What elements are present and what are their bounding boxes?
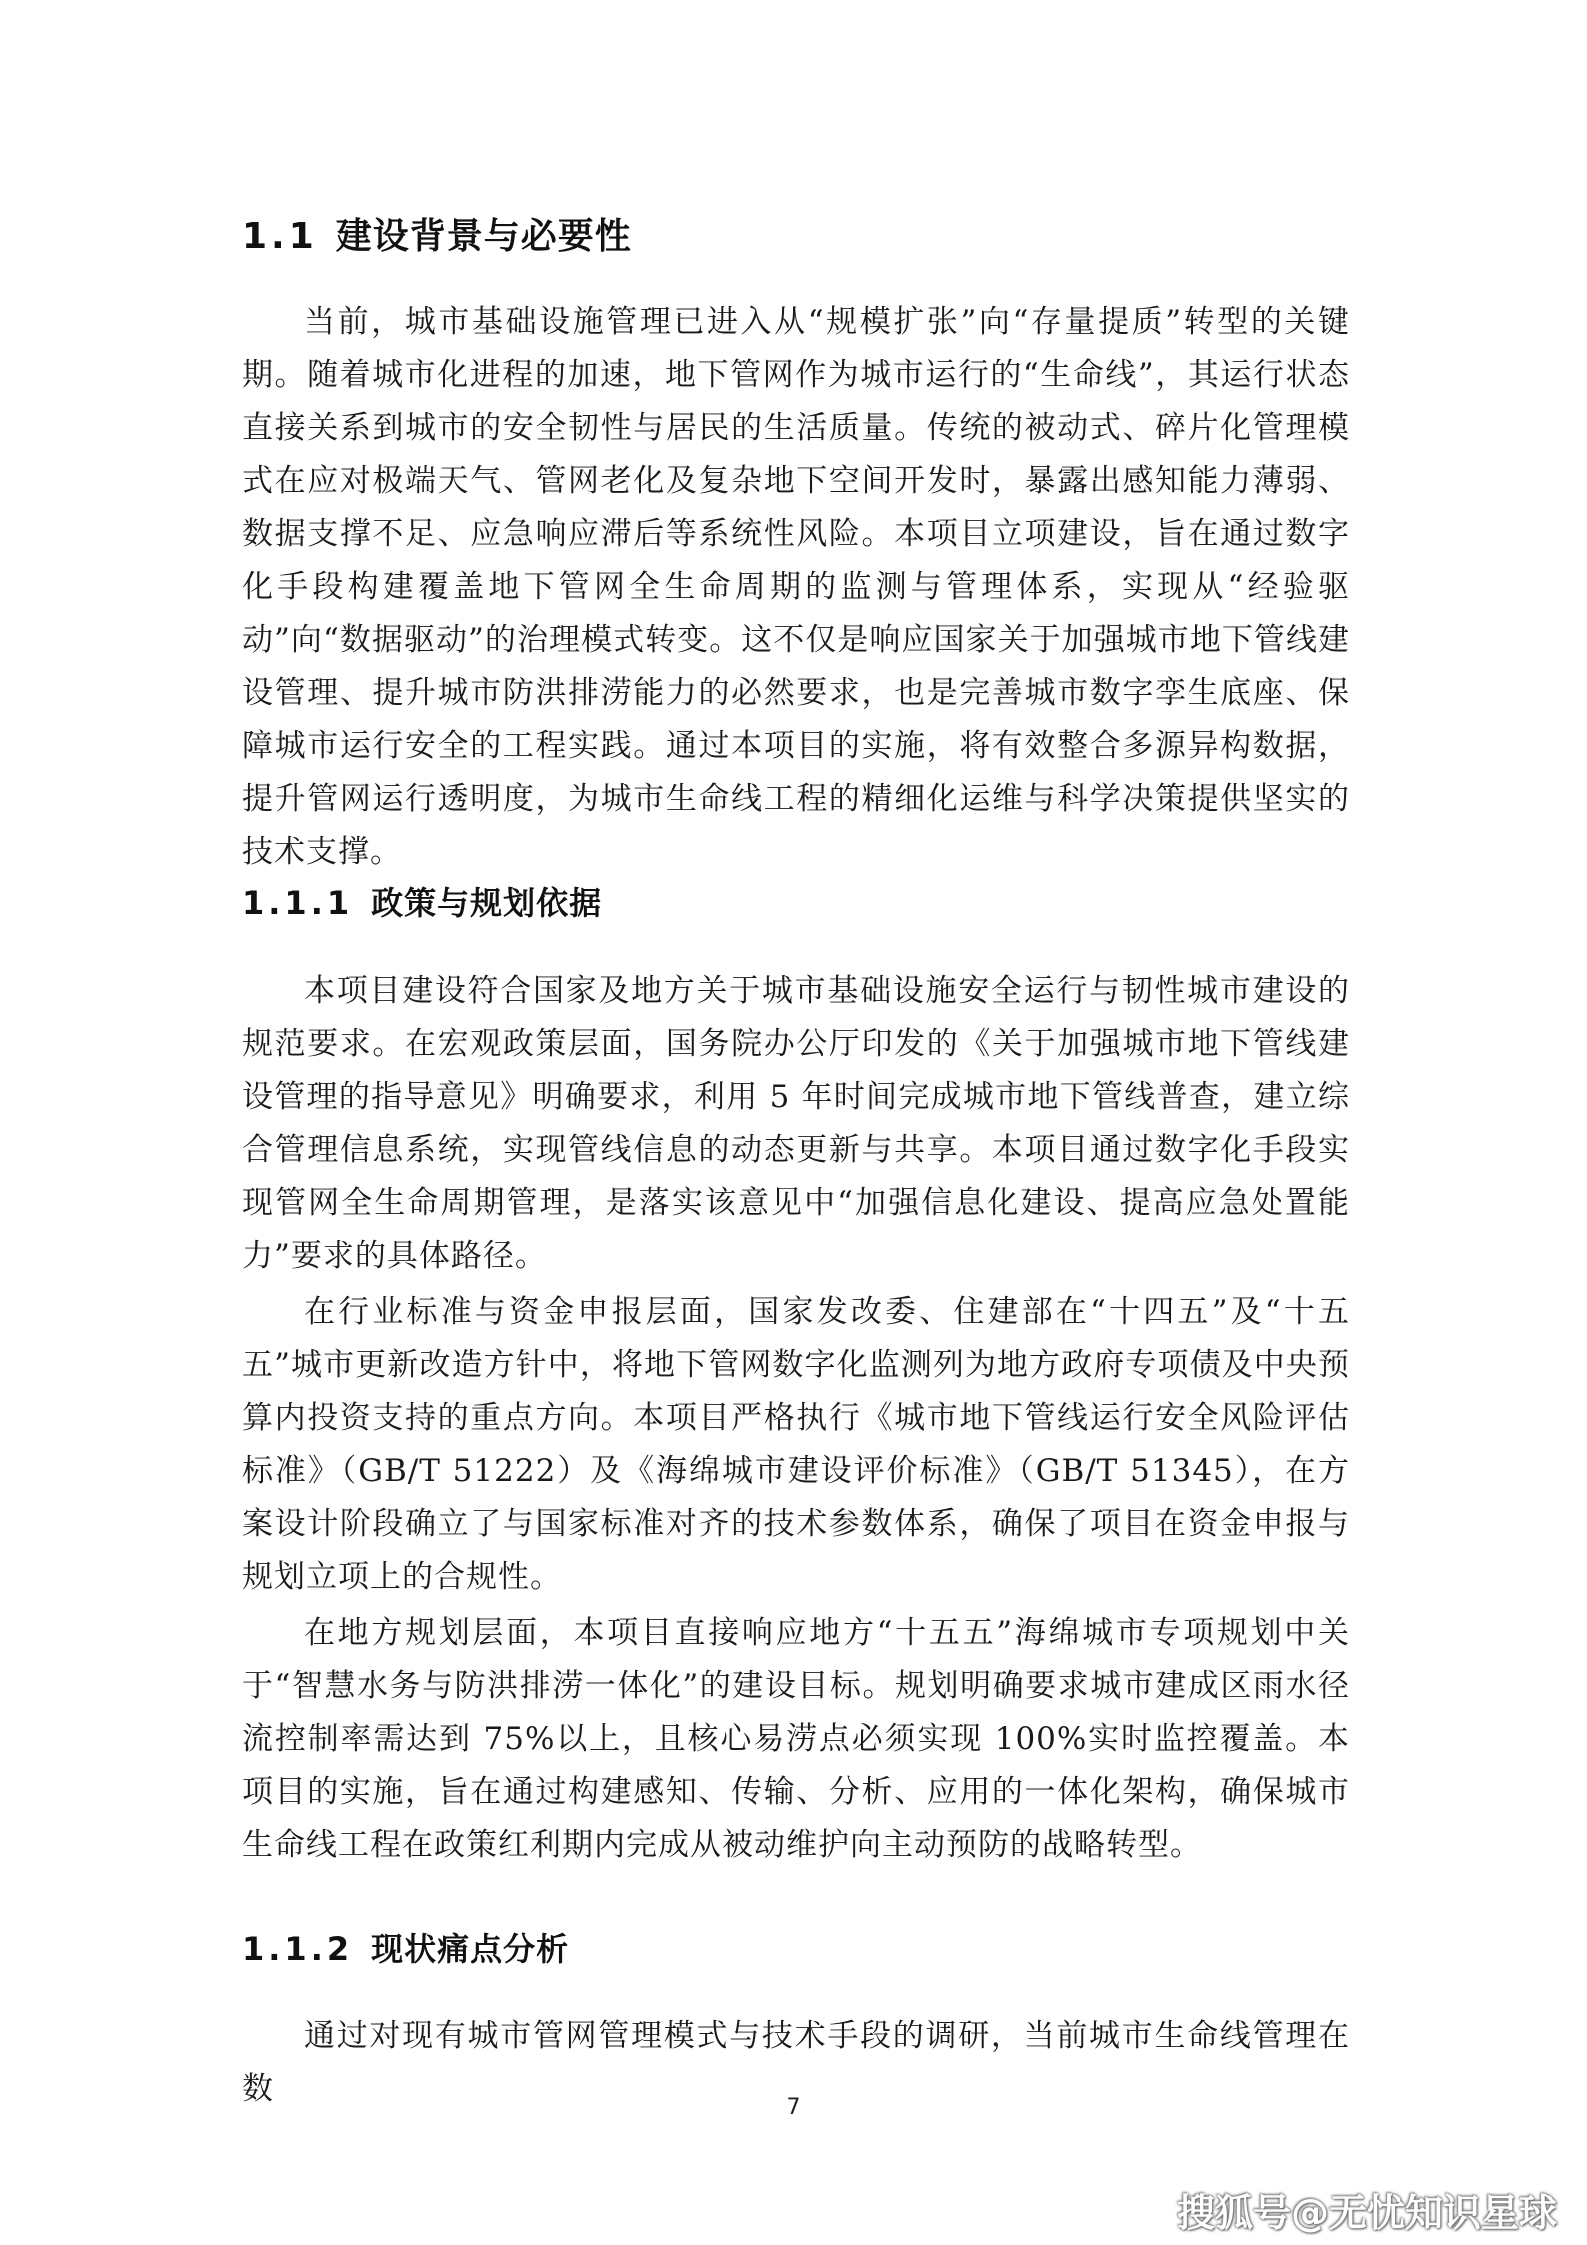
section-number: 1.1.2 <box>242 1930 354 1968</box>
section-title: 政策与规划依据 <box>371 884 603 922</box>
pain-points-paragraph: 通过对现有城市管网管理模式与技术手段的调研，当前城市生命线管理在数 <box>242 2018 1350 2107</box>
page-number: 7 <box>786 2095 801 2120</box>
section-number: 1.1 <box>242 216 318 257</box>
section-title: 建设背景与必要性 <box>335 216 632 257</box>
policy-paragraph-standards: 在行业标准与资金申报层面，国家发改委、住建部在“十四五”及“十五五”城市更新改造方针中，将地下管网数字化监测列为地方政府专项债及中央预算内投资支持的重点方向。本项目严格执行《城市地下管线运行安全风险评估标准》（GB/T 51222）及《海绵城市建设评价标准》（GB/T 51345），在方案设计阶段确立了与国家标准对齐的技术参数体系，确保了项目在资金申报与规划立项上的合规性。 <box>242 1294 1350 1595</box>
section-number: 1.1.1 <box>242 884 354 922</box>
policy-paragraph-national: 本项目建设符合国家及地方关于城市基础设施安全运行与韧性城市建设的规范要求。在宏观政策层面，国务院办公厅印发的《关于加强城市地下管线建设管理的指导意见》明确要求，利用 5 年时间完成城市地下管线普查，建立综合管理信息系统，实现管线信息的动态更新与共享。本项目通过数字化手段实现管网全生命周期管理，是落实该意见中“加强信息化建设、提高应急处置能力”要求的具体路径。 <box>242 973 1350 1274</box>
section-title: 现状痛点分析 <box>371 1930 570 1968</box>
policy-paragraph-local: 在地方规划层面，本项目直接响应地方“十五五”海绵城市专项规划中关于“智慧水务与防洪排涝一体化”的建设目标。规划明确要求城市建成区雨水径流控制率需达到 75%以上，且核心易涝点必须实现 100%实时监控覆盖。本项目的实施，旨在通过构建感知、传输、分析、应用的一体化架构，确保城市生命线工程在政策红利期内完成从被动维护向主动预防的战略转型。 <box>242 1615 1350 1863</box>
background-paragraph: 当前，城市基础设施管理已进入从“规模扩张”向“存量提质”转型的关键期。随着城市化进程的加速，地下管网作为城市运行的“生命线”，其运行状态直接关系到城市的安全韧性与居民的生活质量。传统的被动式、碎片化管理模式在应对极端天气、管网老化及复杂地下空间开发时，暴露出感知能力薄弱、数据支撑不足、应急响应滞后等系统性风险。本项目立项建设，旨在通过数字化手段构建覆盖地下管网全生命周期的监测与管理体系，实现从“经验驱动”向“数据驱动”的治理模式转变。这不仅是响应国家关于加强城市地下管线建设管理、提升城市防洪排涝能力的必然要求，也是完善城市数字孪生底座、保障城市运行安全的工程实践。通过本项目的实施，将有效整合多源异构数据，提升管网运行透明度，为城市生命线工程的精细化运维与科学决策提供坚实的技术支撑。 <box>242 304 1350 870</box>
section-heading-1-1-2 <box>242 1924 569 1970</box>
section-heading-1-1-1 <box>242 878 602 924</box>
watermark: 搜狐号@无忧知识星球 <box>1176 2191 1557 2235</box>
section-heading-1-1 <box>242 208 632 259</box>
